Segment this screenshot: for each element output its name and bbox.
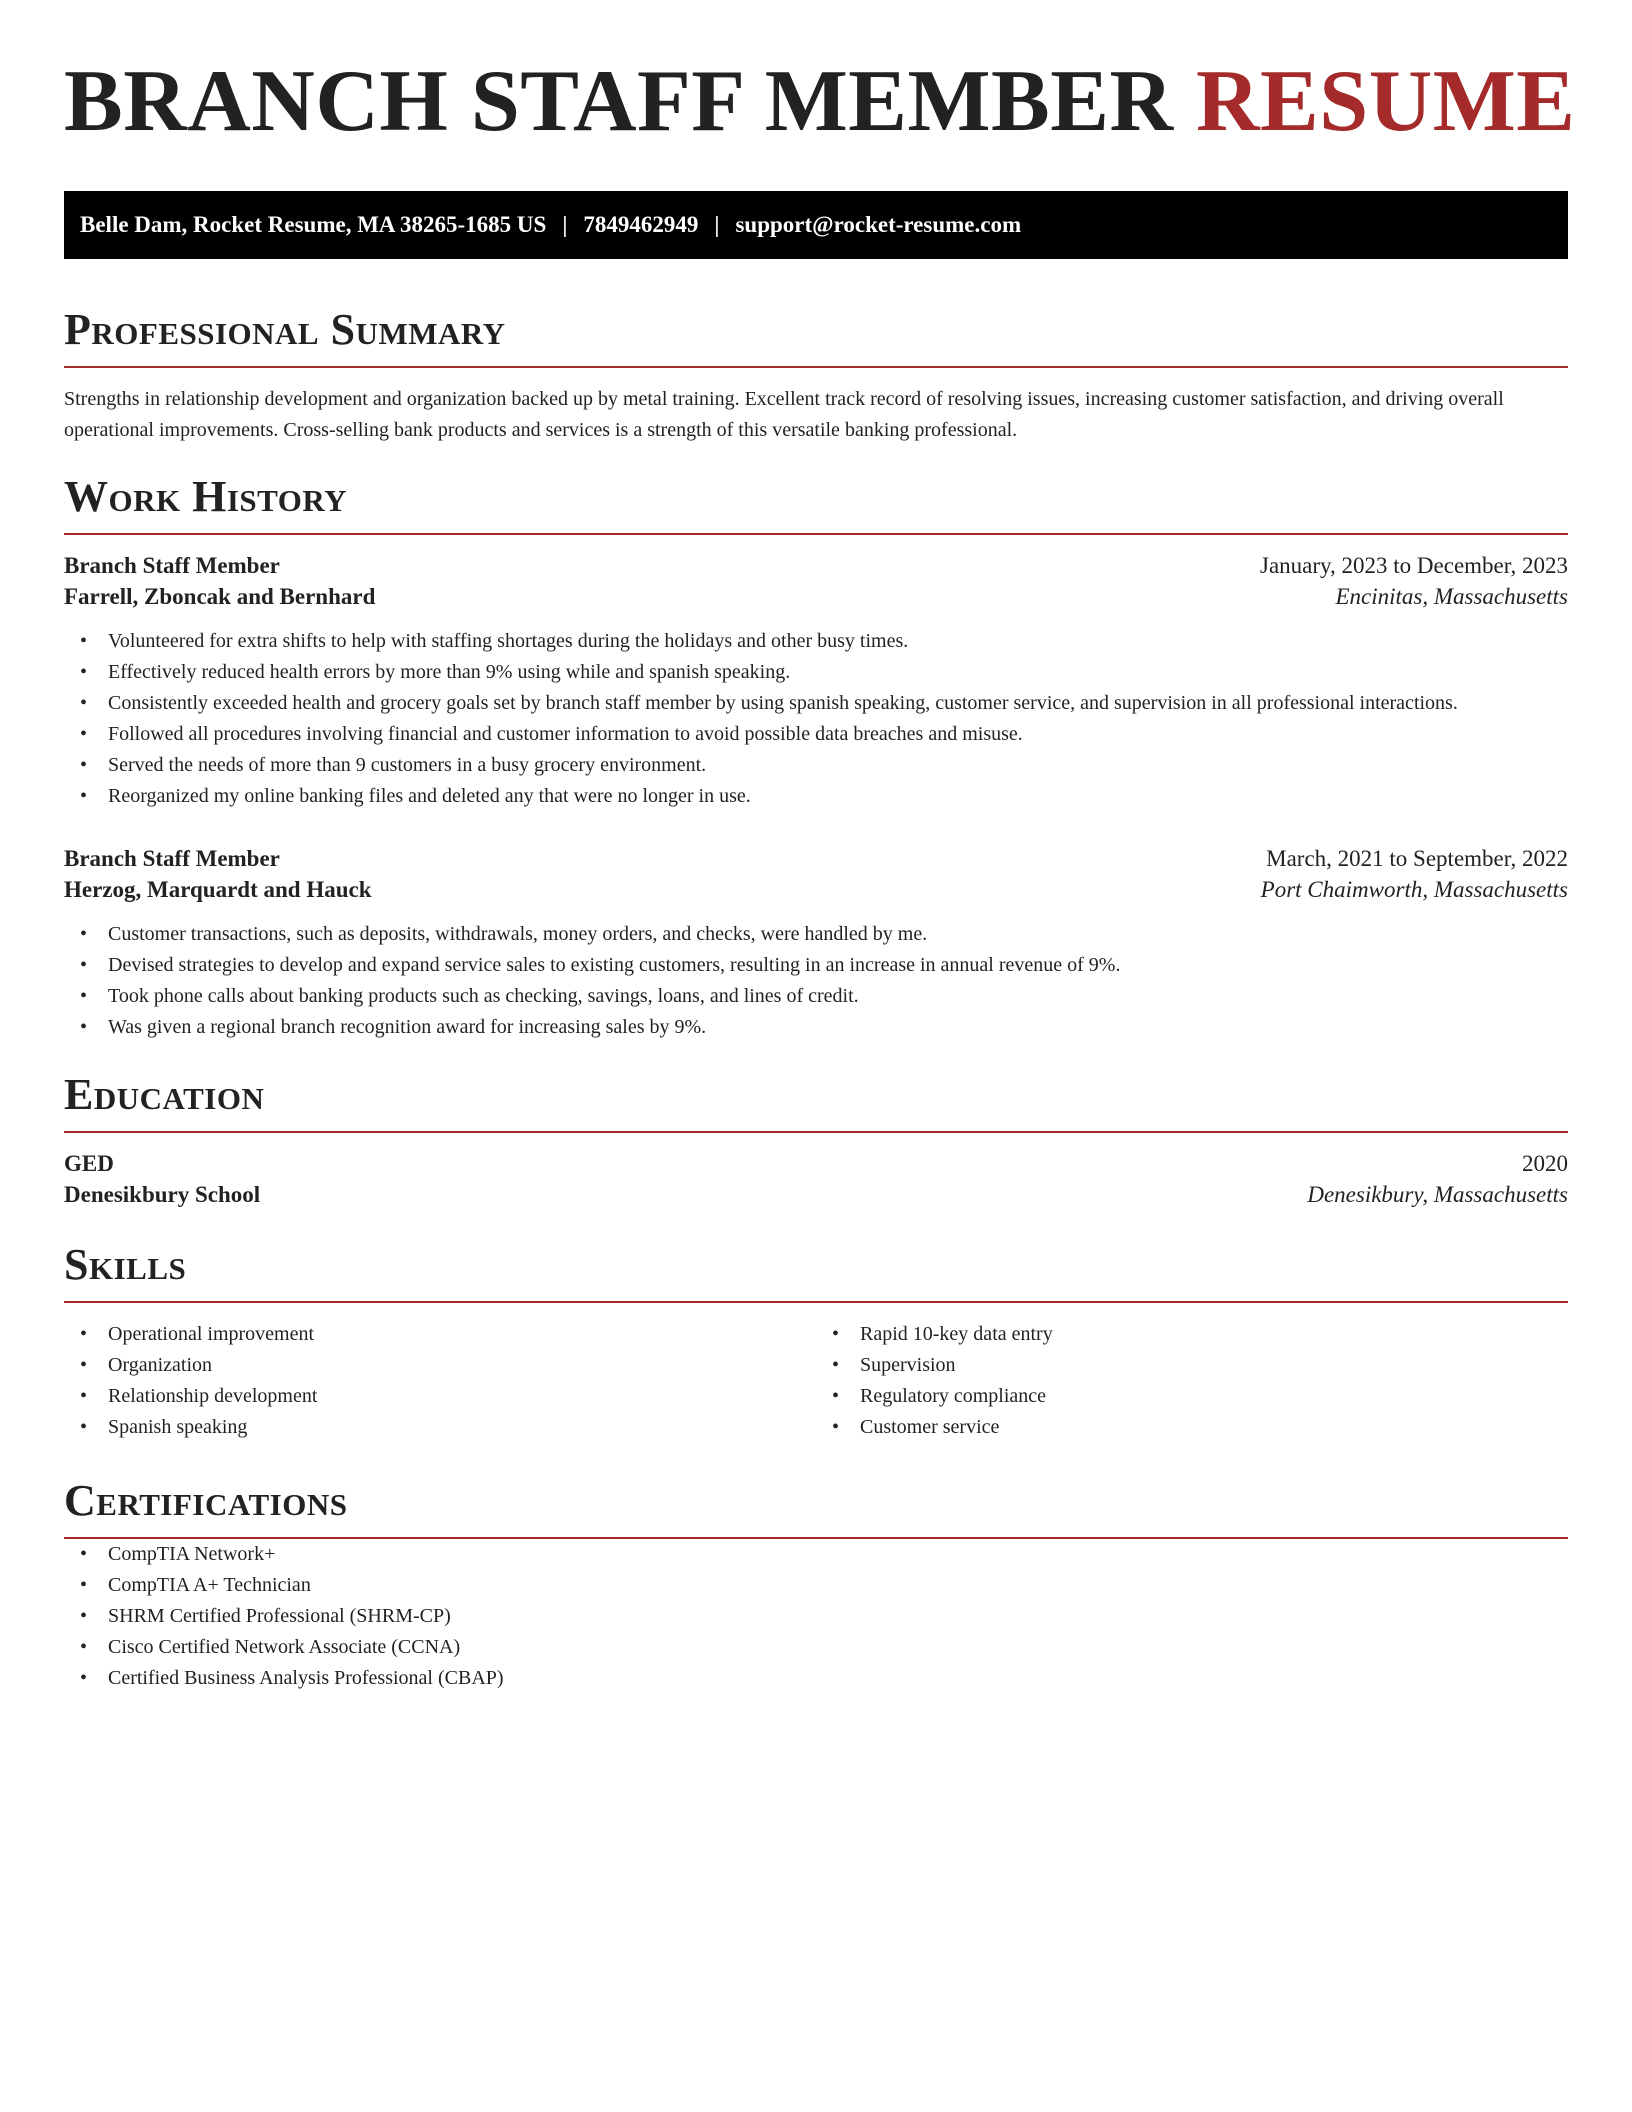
job-company-row	[64, 584, 1568, 610]
education-school: Denesikbury School	[64, 1182, 261, 1207]
education-year: 2020	[1522, 1151, 1568, 1176]
contact-address: Belle Dam, Rocket Resume, MA 38265-1685 US	[80, 212, 547, 237]
job-bullet: • Effectively reduced health errors by more than 9% using while and spanish speaking.	[64, 657, 1568, 688]
contact-bar	[64, 191, 1568, 259]
summary-text: Strengths in relationship development and organization backed up by metal training. Excellent track record of resolving issues, increasing customer satisfaction, and driving overall operational improvements. Cross-selling bank products and services is a strength of this versatile banking professional.	[64, 388, 1504, 441]
job-location: Encinitas, Massachusetts	[1335, 584, 1568, 609]
section-divider	[64, 533, 1568, 535]
skills-heading: Skills	[64, 1240, 187, 1289]
education-degree-row	[64, 1151, 1568, 1177]
job-dates: January, 2023 to December, 2023	[1260, 553, 1568, 578]
job-bullet: • Devised strategies to develop and expand service sales to existing customers, resulting in an increase in annual revenue of 9%.	[64, 950, 1568, 981]
section-divider	[64, 1131, 1568, 1133]
certifications-section	[64, 1473, 1568, 1694]
job-bullet: • Served the needs of more than 9 customers in a busy grocery environment.	[64, 750, 1568, 781]
job-bullet: • Reorganized my online banking files and deleted any that were no longer in use.	[64, 781, 1568, 812]
education-location: Denesikbury, Massachusetts	[1307, 1182, 1568, 1207]
skills-column-right	[816, 1319, 1568, 1443]
job-bullet: • Took phone calls about banking products such as checking, savings, loans, and lines of credit.	[64, 981, 1568, 1012]
job-bullet: • Volunteered for extra shifts to help with staffing shortages during the holidays and other busy times.	[64, 626, 1568, 657]
work-history-section	[64, 469, 1568, 1043]
job-bullet: • Followed all procedures involving financial and customer information to avoid possible data breaches and misuse.	[64, 719, 1568, 750]
section-divider	[64, 366, 1568, 368]
title-accent: RESUME	[1196, 53, 1576, 150]
skill-item: • Supervision	[816, 1350, 1568, 1381]
section-divider	[64, 1301, 1568, 1303]
skill-item: • Organization	[64, 1350, 816, 1381]
skill-item: • Relationship development	[64, 1381, 816, 1412]
resume-title	[64, 52, 1576, 152]
certification-item: • Certified Business Analysis Professional (CBAP)	[64, 1663, 1568, 1694]
education-entry	[64, 1151, 1568, 1208]
summary-heading: Professional Summary	[64, 305, 506, 354]
job-company: Farrell, Zboncak and Bernhard	[64, 584, 376, 609]
education-school-row	[64, 1182, 1568, 1208]
skill-item: • Operational improvement	[64, 1319, 816, 1350]
skill-item: • Customer service	[816, 1412, 1568, 1443]
job-entry	[64, 846, 1568, 1043]
title-main: BRANCH STAFF MEMBER	[64, 53, 1174, 150]
certifications-heading: Certifications	[64, 1476, 348, 1525]
contact-email[interactable]: support@rocket-resume.com	[735, 212, 1022, 237]
contact-separator: |	[714, 212, 720, 237]
certification-item: • CompTIA A+ Technician	[64, 1570, 1568, 1601]
education-section	[64, 1067, 1568, 1208]
job-bullets	[64, 919, 1568, 1043]
skill-item: • Regulatory compliance	[816, 1381, 1568, 1412]
job-bullet: • Customer transactions, such as deposits, withdrawals, money orders, and checks, were handled by me.	[64, 919, 1568, 950]
job-company: Herzog, Marquardt and Hauck	[64, 877, 372, 902]
certifications-list	[64, 1539, 1568, 1694]
contact-phone: 7849462949	[583, 212, 699, 237]
job-title: Branch Staff Member	[64, 553, 280, 578]
job-bullet: • Consistently exceeded health and grocery goals set by branch staff member by using spanish speaking, customer service, and supervision in all professional interactions.	[64, 688, 1568, 719]
skills-column-left	[64, 1319, 816, 1443]
job-title: Branch Staff Member	[64, 846, 280, 871]
summary-section	[64, 302, 1568, 446]
skills-section	[64, 1237, 1568, 1443]
work-history-heading: Work History	[64, 472, 348, 521]
certification-item: • Cisco Certified Network Associate (CCNA)	[64, 1632, 1568, 1663]
job-bullets	[64, 626, 1568, 812]
skills-grid	[64, 1319, 1568, 1443]
job-title-row	[64, 553, 1568, 579]
job-dates: March, 2021 to September, 2022	[1266, 846, 1568, 871]
job-bullet: • Was given a regional branch recognition award for increasing sales by 9%.	[64, 1012, 1568, 1043]
job-entry	[64, 553, 1568, 812]
certification-item: • CompTIA Network+	[64, 1539, 1568, 1570]
job-location: Port Chaimworth, Massachusetts	[1260, 877, 1568, 902]
skill-item: • Rapid 10-key data entry	[816, 1319, 1568, 1350]
education-degree: GED	[64, 1151, 114, 1176]
certification-item: • SHRM Certified Professional (SHRM-CP)	[64, 1601, 1568, 1632]
skill-item: • Spanish speaking	[64, 1412, 816, 1443]
contact-separator: |	[562, 212, 568, 237]
job-company-row	[64, 877, 1568, 903]
job-title-row	[64, 846, 1568, 872]
education-heading: Education	[64, 1070, 265, 1119]
